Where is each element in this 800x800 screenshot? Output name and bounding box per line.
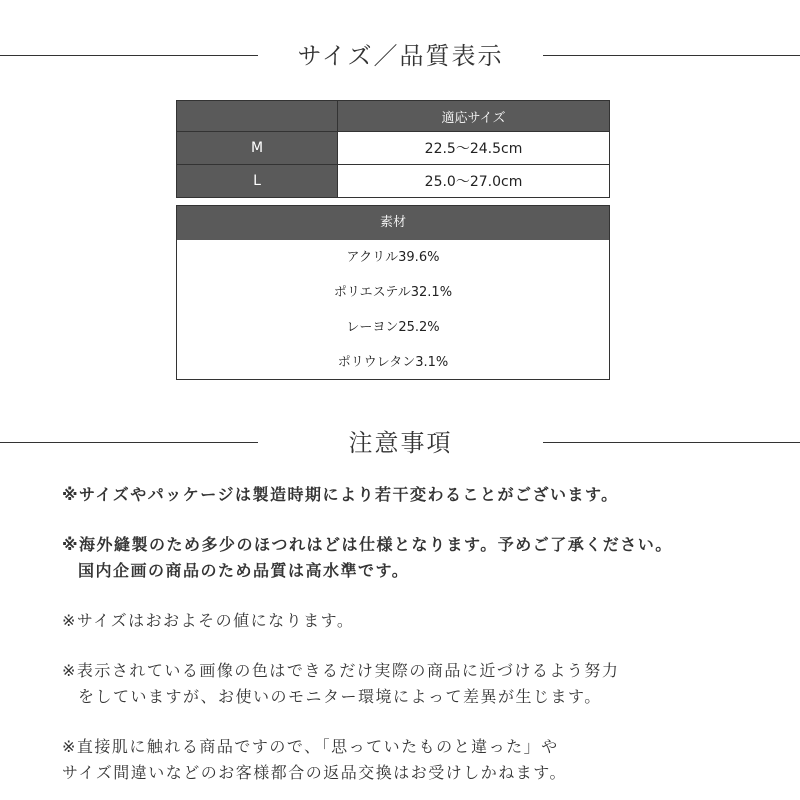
size-table-header-fit: 適応サイズ xyxy=(338,101,610,132)
heading-rule-right xyxy=(543,55,800,56)
heading-rule-left xyxy=(0,55,258,56)
size-fit-value: 22.5〜24.5cm xyxy=(338,132,610,165)
size-row-m xyxy=(177,132,610,165)
note-item xyxy=(62,734,782,786)
material-list xyxy=(177,240,609,380)
note-line: 国内企画の商品のため品質は高水準です。 xyxy=(78,561,410,580)
material-header: 素材 xyxy=(177,206,609,240)
note-line: ※表示されている画像の色はできるだけ実際の商品に近づけるよう努力 xyxy=(62,661,620,680)
material-table xyxy=(176,205,610,380)
size-label: L xyxy=(177,165,338,198)
note-line: ※サイズはおおよその値になります。 xyxy=(62,611,355,630)
heading-rule-left xyxy=(0,442,258,443)
material-item: レーヨン25.2% xyxy=(346,320,440,335)
size-row-l xyxy=(177,165,610,198)
note-item xyxy=(62,608,782,634)
note-line: をしていますが、お使いのモニター環境によって差異が生じます。 xyxy=(78,687,602,706)
note-item xyxy=(62,482,782,508)
notes-heading xyxy=(0,423,800,463)
note-line: ※サイズやパッケージは製造時期により若干変わることがございます。 xyxy=(62,485,619,504)
material-item: ポリウレタン3.1% xyxy=(337,355,449,370)
note-line: ※直接肌に触れる商品ですので、「思っていたものと違った」や xyxy=(62,737,559,756)
material-item: ポリエステル32.1% xyxy=(333,285,453,300)
notes-title: 注意事項 xyxy=(348,429,453,457)
heading-rule-right xyxy=(543,442,800,443)
note-line: ※海外縫製のため多少のほつれはどは仕様となります。予めご了承ください。 xyxy=(62,535,673,554)
size-fit-value: 25.0〜27.0cm xyxy=(338,165,610,198)
size-table xyxy=(176,100,610,198)
notes-list xyxy=(62,482,782,786)
note-item xyxy=(62,658,782,710)
size-quality-title: サイズ／品質表示 xyxy=(297,42,504,70)
note-line: サイズ間違いなどのお客様都合の返品交換はお受けしかねます。 xyxy=(62,763,567,782)
size-label: M xyxy=(177,132,338,165)
material-item: アクリル39.6% xyxy=(346,250,440,265)
size-quality-heading xyxy=(0,36,800,76)
note-item xyxy=(62,532,782,584)
size-table-header-label xyxy=(177,101,338,132)
size-table-header-row xyxy=(177,101,610,132)
